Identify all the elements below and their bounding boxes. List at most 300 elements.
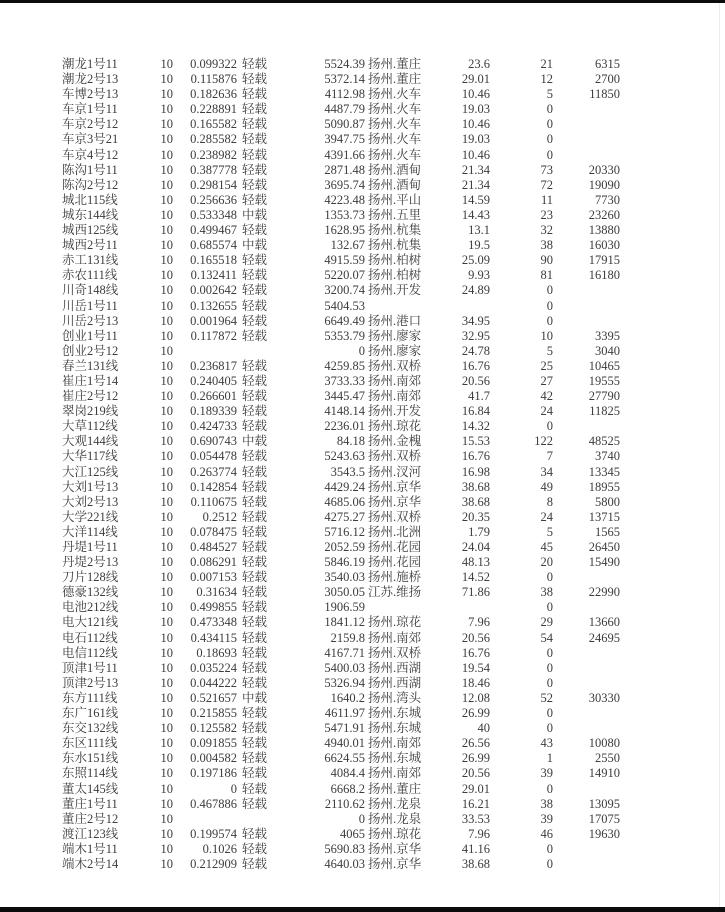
percent-cell: 14.32 [461,419,490,434]
count-cell: 24 [540,404,553,419]
capacity-cell [553,857,620,872]
load-level-cell: 轻载 [242,494,268,509]
count-cell: 0 [546,841,553,856]
capacity-cell: 11825 [589,404,620,419]
value-cell: 6649.49 [324,313,365,328]
line-name-cell: 端木2号14 [62,856,119,871]
line-name-cell: 德豪132线 [62,585,119,600]
substation-cell: 扬州.东城 [368,706,422,721]
count-cell: 38 [540,796,553,811]
value-cell: 5400.03 [324,660,365,675]
table-row [62,465,620,480]
count-cell: 43 [540,736,553,751]
capacity-cell: 17915 [588,253,620,268]
load-level-cell: 轻载 [242,268,268,283]
table-row [62,631,620,646]
percent-cell: 38.68 [461,856,490,871]
line-name-cell: 车京2号12 [62,117,119,132]
count-cell: 0 [546,102,553,117]
table-row [62,766,620,781]
count-cell: 0 [546,675,553,690]
voltage-cell: 10 [160,147,173,162]
voltage-cell: 10 [160,479,173,494]
value-cell: 5404.53 [324,298,365,313]
table-row [62,178,620,193]
substation-cell: 扬州.双桥 [368,509,422,524]
substation-cell: 扬州.廖家 [368,343,422,358]
load-ratio-cell: 0.31634 [196,585,237,600]
count-cell: 25 [540,358,553,373]
load-level-cell: 中载 [242,207,268,222]
percent-cell: 24.89 [461,283,490,298]
count-cell: 46 [540,826,553,841]
voltage-cell: 10 [160,449,173,464]
substation-cell: 扬州.火车 [368,87,422,102]
voltage-cell: 10 [160,766,173,781]
count-cell: 5 [546,524,553,539]
table-row [62,585,620,600]
capacity-cell: 18955 [588,479,620,494]
capacity-cell: 13345 [588,464,620,479]
load-level-cell: 轻载 [242,766,268,781]
table-row [62,57,620,72]
load-level-cell: 轻载 [242,313,268,328]
voltage-cell: 10 [160,72,173,87]
load-level-cell: 轻载 [242,570,268,585]
table-row [62,238,620,253]
load-level-cell: 轻载 [242,509,268,524]
load-level-cell: 中载 [242,690,268,705]
table-row [62,404,620,419]
voltage-cell: 10 [160,389,173,404]
percent-cell: 16.98 [461,464,490,479]
table-row [62,782,620,797]
count-cell: 0 [546,419,553,434]
load-ratio-cell: 0.007153 [190,570,237,585]
line-name-cell: 电石112线 [62,630,118,645]
load-level-cell: 轻载 [242,645,268,660]
load-ratio-cell: 0.002642 [190,283,237,298]
count-cell: 0 [546,147,553,162]
percent-cell: 29.01 [461,72,490,87]
table-row [62,706,620,721]
percent-cell: 14.59 [461,192,490,207]
line-name-cell: 春兰131线 [62,358,119,373]
feeder-report-table[interactable] [62,57,620,872]
load-level-cell: 轻载 [242,706,268,721]
load-level-cell: 轻载 [242,419,268,434]
table-row [62,480,620,495]
count-cell: 34 [540,464,553,479]
value-cell: 2052.59 [324,540,365,554]
value-cell: 2159.8 [330,630,365,645]
percent-cell: 71.86 [461,585,490,600]
load-ratio-cell: 0.142854 [190,479,237,494]
capacity-cell: 16180 [588,268,620,283]
substation-cell: 扬州.杭集 [368,238,422,253]
substation-cell: 扬州.琼花 [368,826,422,841]
table-row [62,676,620,691]
capacity-cell: 48525 [588,434,620,449]
table-row [62,797,620,812]
load-ratio-cell: 0.533348 [190,207,237,222]
value-cell: 3540.03 [324,570,365,585]
voltage-cell: 10 [160,177,173,192]
percent-cell: 24.78 [461,343,490,358]
capacity-cell: 13880 [588,223,620,238]
percent-cell: 26.99 [461,706,490,721]
load-level-cell: 轻载 [242,147,268,162]
load-level-cell: 轻载 [242,826,268,841]
voltage-cell: 10 [160,524,173,539]
load-ratio-cell: 0.387778 [190,162,237,177]
line-name-cell: 赤工131线 [62,253,119,268]
value-cell: 3947.75 [324,132,365,147]
count-cell: 73 [540,162,553,177]
load-ratio-cell: 0.434115 [190,630,237,645]
value-cell: 4148.14 [324,404,365,419]
table-row [62,510,620,525]
count-cell: 20 [540,555,553,570]
voltage-cell: 10 [160,162,173,177]
load-level-cell: 轻载 [242,660,268,675]
table-row [62,72,620,87]
count-cell: 0 [546,721,553,736]
percent-cell: 38.68 [461,494,490,509]
load-ratio-cell: 0.228891 [190,102,237,117]
capacity-cell: 26450 [588,540,620,554]
voltage-cell: 10 [160,826,173,841]
voltage-cell: 10 [160,645,173,660]
table-row [62,132,620,147]
line-name-cell: 城西125线 [62,223,119,238]
load-level-cell: 轻载 [242,102,268,117]
substation-cell: 扬州.开发 [368,404,422,419]
load-level-cell: 轻载 [242,283,268,298]
voltage-cell: 10 [160,434,173,449]
value-cell: 5716.12 [324,524,365,539]
line-name-cell: 城北115线 [62,192,118,207]
count-cell: 23 [540,207,553,222]
line-name-cell: 大草112线 [62,419,118,434]
line-name-cell: 大刘1号13 [62,479,119,494]
line-name-cell: 董庄1号11 [62,796,118,811]
load-ratio-cell: 0.132655 [190,298,237,313]
value-cell: 3695.74 [324,177,365,192]
value-cell: 5690.83 [324,841,365,856]
capacity-cell [553,782,620,797]
percent-cell: 29.01 [461,781,490,796]
capacity-cell [553,706,620,721]
capacity-cell [553,419,620,434]
line-name-cell: 董太145线 [62,781,119,796]
table-row [62,570,620,585]
line-name-cell: 电信112线 [62,645,118,660]
table-row [62,434,620,449]
value-cell: 2110.62 [324,796,365,811]
capacity-cell [553,102,620,117]
percent-cell: 14.52 [461,570,490,585]
count-cell: 5 [546,87,553,102]
line-name-cell: 电大121线 [62,615,119,630]
substation-cell: 扬州.酒甸 [368,177,422,192]
load-ratio-cell [173,344,237,359]
voltage-cell: 10 [160,238,173,253]
table-row [62,102,620,117]
percent-cell: 38.68 [461,479,490,494]
substation-cell: 扬州.东城 [368,751,422,766]
voltage-cell: 10 [160,585,173,600]
percent-cell: 34.95 [461,313,490,328]
table-row [62,540,620,555]
voltage-cell: 10 [160,675,173,690]
capacity-cell: 10080 [588,736,620,751]
load-ratio-cell: 0.035224 [190,660,237,675]
value-cell: 0 [358,343,365,358]
percent-cell: 26.56 [461,736,490,751]
percent-cell: 19.54 [461,660,490,675]
substation-cell: 扬州.西湖 [368,660,422,675]
count-cell: 29 [540,615,553,630]
substation-cell: 扬州.董庄 [368,781,422,796]
value-cell: 4915.59 [324,253,365,268]
capacity-cell: 3395 [595,328,620,343]
capacity-cell: 13660 [588,615,620,630]
load-level-cell: 轻载 [242,796,268,811]
load-ratio-cell: 0.285582 [190,132,237,147]
count-cell: 21 [540,57,553,71]
value-cell: 1640.2 [330,690,365,705]
voltage-cell: 10 [160,660,173,675]
capacity-cell: 10465 [588,358,620,373]
value-cell: 5372.14 [324,72,365,87]
line-name-cell: 东方111线 [62,690,118,705]
line-name-cell: 城东144线 [62,207,119,222]
voltage-cell: 10 [160,283,173,298]
table-row [62,736,620,751]
load-level-cell: 轻载 [242,585,268,600]
capacity-cell [553,314,620,329]
load-ratio-cell: 0.467886 [190,796,237,811]
line-name-cell: 陈沟1号11 [62,162,118,177]
voltage-cell: 10 [160,464,173,479]
load-level-cell: 轻载 [242,600,268,615]
percent-cell: 16.76 [461,645,490,660]
percent-cell: 48.13 [461,555,490,570]
percent-cell: 7.96 [468,826,490,841]
voltage-cell: 10 [160,494,173,509]
line-name-cell: 车京3号21 [62,132,119,147]
count-cell: 0 [546,570,553,585]
load-ratio-cell: 0.199574 [190,826,237,841]
percent-cell: 10.46 [461,87,490,102]
capacity-cell [553,721,620,736]
substation-cell: 扬州.酒甸 [368,162,422,177]
line-name-cell: 端木1号11 [62,841,118,856]
percent-cell: 41.7 [468,389,490,404]
capacity-cell: 5800 [595,494,620,509]
count-cell: 0 [546,313,553,328]
value-cell: 3733.33 [324,373,365,388]
substation-cell: 扬州.柏树 [368,253,422,268]
value-cell: 5090.87 [324,117,365,132]
load-ratio-cell: 0.125582 [190,721,237,736]
substation-cell: 江苏.维扬 [368,585,422,600]
capacity-cell: 30330 [588,690,620,705]
capacity-cell [553,570,620,585]
load-level-cell [237,812,308,827]
load-ratio-cell: 0.165582 [190,117,237,132]
load-ratio-cell: 0.690743 [190,434,237,449]
percent-cell: 32.95 [461,328,490,343]
load-level-cell [237,344,308,359]
count-cell: 10 [540,328,553,343]
percent-cell [432,299,490,314]
load-ratio-cell: 0.212909 [190,856,237,871]
table-row [62,449,620,464]
percent-cell: 10.46 [461,147,490,162]
line-name-cell: 崔庄1号14 [62,373,119,388]
percent-cell: 23.6 [468,57,490,71]
line-name-cell: 大刘2号13 [62,494,119,509]
voltage-cell: 10 [160,796,173,811]
voltage-cell: 10 [160,87,173,102]
substation-cell: 扬州.南郊 [368,736,422,751]
capacity-cell: 24695 [588,630,620,645]
line-name-cell: 车京4号12 [62,147,119,162]
substation-cell: 扬州.西湖 [368,675,422,690]
voltage-cell: 10 [160,540,173,554]
load-ratio-cell: 0.132411 [190,268,237,283]
substation-cell: 扬州.湾头 [368,690,422,705]
load-ratio-cell [173,812,237,827]
capacity-cell [553,283,620,298]
capacity-cell [553,646,620,661]
table-row [62,721,620,736]
count-cell: 0 [546,645,553,660]
load-level-cell: 轻载 [242,464,268,479]
table-row [62,646,620,661]
percent-cell: 13.1 [468,223,490,238]
percent-cell: 16.76 [461,449,490,464]
line-name-cell: 顶津1号11 [62,660,118,675]
table-row [62,268,620,283]
value-cell: 5243.63 [324,449,365,464]
voltage-cell: 10 [160,630,173,645]
percent-cell: 25.09 [461,253,490,268]
value-cell: 4259.85 [324,358,365,373]
line-name-cell: 潮龙1号11 [62,57,118,71]
load-level-cell: 轻载 [242,57,268,71]
load-ratio-cell: 0.424733 [190,419,237,434]
line-name-cell: 东照114线 [62,766,118,781]
load-ratio-cell: 0.499467 [190,223,237,238]
table-row [62,193,620,208]
capacity-cell: 3040 [595,343,620,358]
substation-cell: 扬州.琼花 [368,419,422,434]
count-cell: 0 [546,283,553,298]
substation-cell: 扬州.琼花 [368,615,422,630]
load-level-cell: 轻载 [242,117,268,132]
count-cell: 32 [540,223,553,238]
load-ratio-cell: 0.238982 [190,147,237,162]
percent-cell: 10.46 [461,117,490,132]
percent-cell: 1.79 [468,524,490,539]
capacity-cell [553,148,620,163]
capacity-cell [553,661,620,676]
voltage-cell: 10 [160,132,173,147]
substation-cell: 扬州.京华 [368,479,422,494]
line-name-cell: 董庄2号12 [62,811,119,826]
substation-cell: 扬州.火车 [368,132,422,147]
voltage-cell: 10 [160,706,173,721]
load-ratio-cell: 0.499855 [190,600,237,615]
load-level-cell: 中载 [242,434,268,449]
percent-cell: 19.03 [461,102,490,117]
substation-cell: 扬州.京华 [368,494,422,509]
load-level-cell: 轻载 [242,87,268,102]
percent-cell: 15.53 [461,434,490,449]
count-cell: 38 [540,585,553,600]
substation-cell: 扬州.柏树 [368,268,422,283]
capacity-cell: 7730 [595,192,620,207]
substation-cell: 扬州.双桥 [368,358,422,373]
count-cell: 38 [540,238,553,253]
table-row [62,691,620,706]
percent-cell: 14.43 [461,207,490,222]
percent-cell: 20.56 [461,630,490,645]
count-cell: 0 [546,298,553,313]
count-cell: 39 [540,766,553,781]
percent-cell: 21.34 [461,177,490,192]
value-cell: 4167.71 [324,645,365,660]
voltage-cell: 10 [160,102,173,117]
value-cell: 5353.79 [324,328,365,343]
voltage-cell: 10 [160,404,173,419]
count-cell: 27 [540,373,553,388]
voltage-cell: 10 [160,328,173,343]
percent-cell: 19.5 [468,238,490,253]
load-level-cell: 轻载 [242,675,268,690]
load-ratio-cell: 0 [230,781,237,796]
value-cell: 1841.12 [324,615,365,630]
load-level-cell: 轻载 [242,630,268,645]
capacity-cell: 13095 [588,796,620,811]
value-cell: 4223.48 [324,192,365,207]
line-name-cell: 崔庄2号12 [62,389,119,404]
substation-cell: 扬州.东城 [368,721,422,736]
load-ratio-cell: 0.215855 [190,706,237,721]
percent-cell: 9.93 [468,268,490,283]
load-level-cell: 轻载 [242,524,268,539]
load-level-cell: 轻载 [242,298,268,313]
substation-cell: 扬州.南郊 [368,766,422,781]
percent-cell [432,600,490,615]
count-cell: 24 [540,509,553,524]
substation-cell: 扬州.京华 [368,856,422,871]
load-ratio-cell: 0.236817 [190,358,237,373]
voltage-cell: 10 [160,841,173,856]
capacity-cell: 27790 [588,389,620,404]
percent-cell: 40 [477,721,490,736]
load-level-cell: 轻载 [242,373,268,388]
table-row [62,525,620,540]
substation-cell: 扬州.火车 [368,117,422,132]
voltage-cell: 10 [160,223,173,238]
percent-cell: 12.08 [461,690,490,705]
line-name-cell: 顶津2号13 [62,675,119,690]
load-ratio-cell: 0.078475 [190,524,237,539]
